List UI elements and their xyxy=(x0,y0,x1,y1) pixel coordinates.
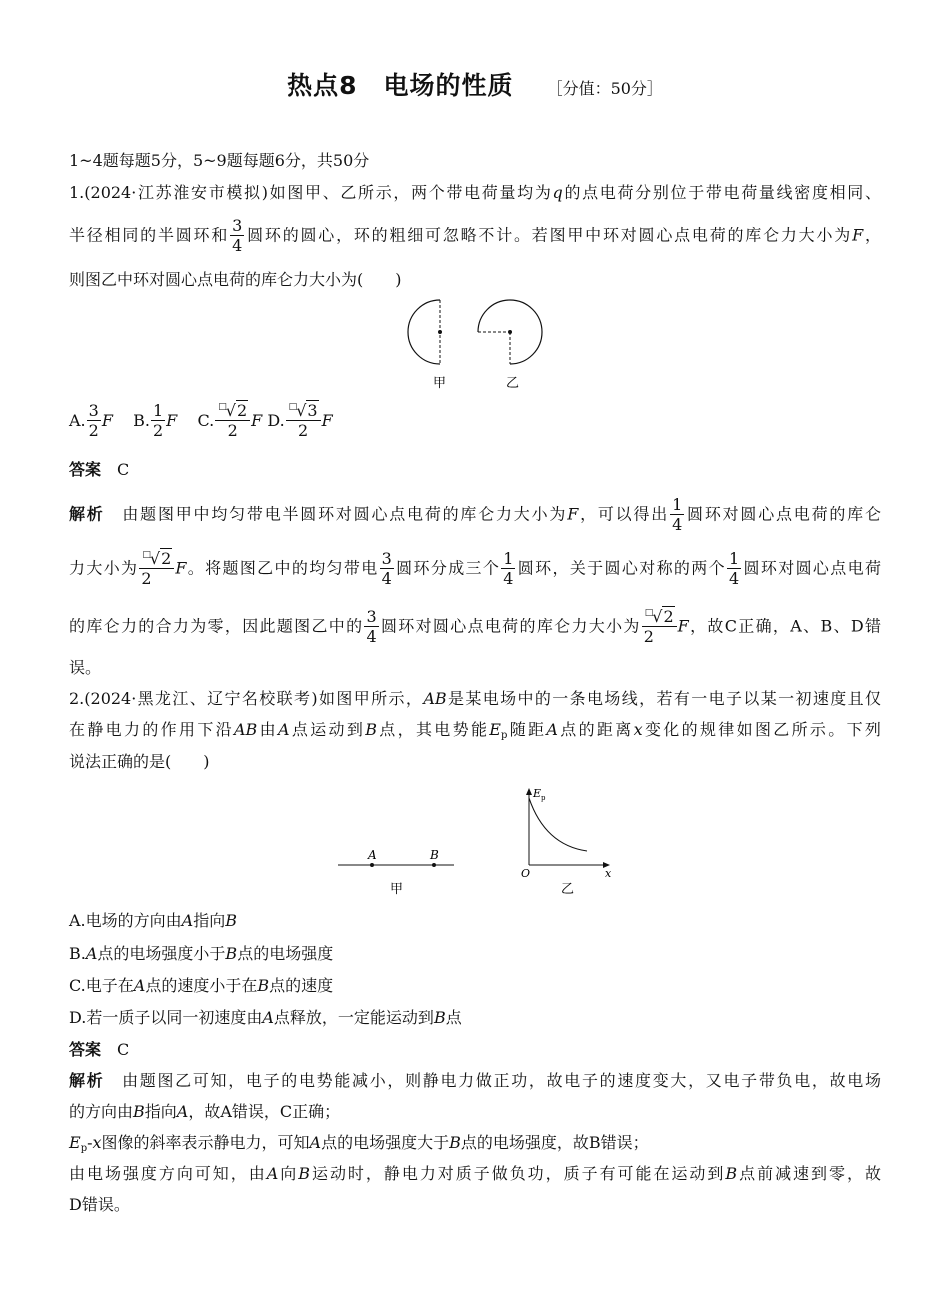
y-axis-label: $E_p$ xyxy=(533,787,546,802)
q2-analysis-l3: $E_p-x$图像的斜率表示静电力，可知A点的电场强度大于B点的电场强度，故B错误； xyxy=(69,1133,649,1154)
q1-analysis-l4: 误。 xyxy=(69,658,102,677)
charge-point-b xyxy=(508,330,512,334)
q2-option-a[interactable]: A.电场的方向由A指向B xyxy=(69,911,237,930)
q2-line2: 在静电力的作用下沿AB由A点运动到B点，其电势能$E_p$随距A点的距离x变化的规律如图乙所示。下列 xyxy=(69,720,881,741)
point-b xyxy=(432,863,436,867)
x-axis-label: x xyxy=(605,867,612,880)
q1-line3: 则图乙中环对圆心点电荷的库仑力大小为( ) xyxy=(69,270,402,289)
q2-analysis-l5: D错误。 xyxy=(69,1195,130,1214)
option-a[interactable]: A. $\frac{3}{2}$ F xyxy=(69,401,113,440)
q2-line1: 2.(2024·黑龙江、辽宁名校联考)如图甲所示，AB是某电场中的一条电场线，若有一电子以某一初速度且仅 xyxy=(69,689,881,708)
fig-label-jia: 甲 xyxy=(390,882,404,897)
origin-label: O xyxy=(521,867,531,880)
q2-analysis-l2: 的方向由B指向A，故A错误，C正确； xyxy=(69,1102,341,1121)
q1-analysis-l2: 力大小为 $\frac{^□√2}{2}$ F。将题图乙中的均匀带电 $\frac{3}{4}$ 圆环分成三个 $\frac{1}{4}$ 圆环，关于圆心对称的两个 $\frac{1}{4}$ 圆环对圆心点电荷 xyxy=(69,549,881,588)
q1-analysis-l1: 解析 由题图甲中均匀带电半圆环对圆心点电荷的库仑力大小为F，可以得出 $\frac{1}{4}$ 圆环对圆心点电荷的库仑 xyxy=(69,495,881,534)
q2-line3: 说法正确的是( ) xyxy=(69,752,210,771)
fig-label-yi: 乙 xyxy=(506,376,520,391)
semicircle-ring xyxy=(408,300,440,364)
fig-label-jia: 甲 xyxy=(433,376,447,391)
charge-point-a xyxy=(438,330,442,334)
q2-option-c[interactable]: C.电子在A点的速度小于在B点的速度 xyxy=(69,976,334,995)
y-axis-arrow xyxy=(526,788,532,795)
option-d[interactable]: D. $\frac{^□√3}{2}$ F xyxy=(267,401,333,440)
ep-curve xyxy=(529,798,587,851)
label-b: B xyxy=(430,848,439,862)
q1-options xyxy=(69,403,333,439)
q2-analysis-l1: 解析 由题图乙可知，电子的电势能减小，则静电力做正功，故电子的速度变大，又电子带负电，故电场 xyxy=(69,1071,881,1090)
q2-answer: 答案 C xyxy=(69,1040,130,1059)
q2-option-b[interactable]: B.A点的电场强度小于B点的电场强度 xyxy=(69,944,334,963)
q2-analysis-l4: 由电场强度方向可知，由A向B运动时，静电力对质子做负功，质子有可能在运动到B点前减速到零，故 xyxy=(69,1164,881,1183)
title-text: 热点8 电场的性质 xyxy=(287,71,514,100)
option-b[interactable]: B. $\frac{1}{2}$ F xyxy=(133,401,178,440)
q2-figure-a xyxy=(330,840,460,900)
q2-figure-b xyxy=(515,783,620,898)
q1-figure xyxy=(395,295,555,395)
q2-option-d[interactable]: D.若一质子以同一初速度由A点释放，一定能运动到B点 xyxy=(69,1008,462,1027)
q1-line1: 1.(2024·江苏淮安市模拟)如图甲、乙所示，两个带电荷量均为q的点电荷分别位于带电荷量线密度相同、 xyxy=(69,183,881,202)
page-title xyxy=(0,66,950,102)
intro-line: 1~4题每题5分，5~9题每题6分，共50分 xyxy=(69,151,370,170)
label-a: A xyxy=(368,848,377,862)
score-badge: ［分值：50分］ xyxy=(546,79,663,98)
point-a xyxy=(370,863,374,867)
q1-answer: 答案 C xyxy=(69,460,130,479)
fraction-3-4: $\frac{3}{4}$ xyxy=(232,216,243,255)
fig-label-yi: 乙 xyxy=(561,882,575,897)
q1-line2: 半径相同的半圆环和 $\frac{3}{4}$ 圆环的圆心，环的粗细可忽略不计。若图甲中环对圆心点电荷的库仑力大小为F， xyxy=(69,216,881,255)
option-c[interactable]: C. $\frac{^□√2}{2}$ F xyxy=(197,401,263,440)
q1-analysis-l3: 的库仑力的合力为零，因此题图乙中的 $\frac{3}{4}$ 圆环对圆心点电荷的库仑力大小为 $\frac{^□√2}{2}$ F，故C正确，A、B、D错 xyxy=(69,607,881,646)
